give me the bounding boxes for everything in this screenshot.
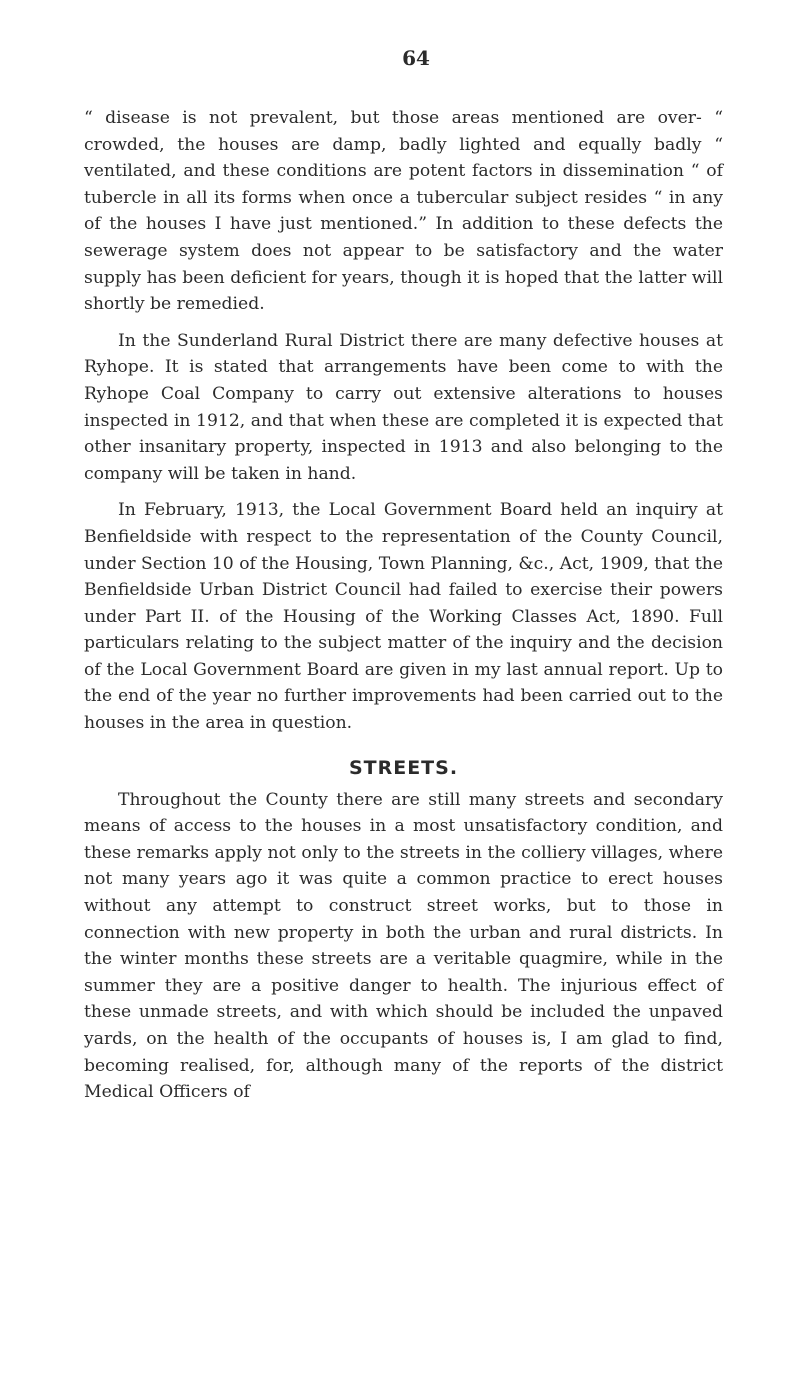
section-heading-streets: STREETS. <box>348 756 459 779</box>
paragraph-benfieldside-inquiry: In February, 1913, the Local Government Board held an inquiry at Benfieldside with respect to the representation of the County Council, under Section 10 of the Housing, Town Planning, &c., Act, 1909, that the Benfieldside Urban District Council had failed to exercise their powers under Part II. of the Housing of the Working Classes Act, 1890. Full particulars relating to the subject matter of the inquiry and the decision of the Local Government Board are given in my last annual report. Up to the end of the year no further improvements had been carried out to the houses in the area in question. <box>84 500 723 734</box>
page-number: 64 <box>402 46 430 70</box>
paragraph-disease-quote: “ disease is not prevalent, but those areas mentioned are over- “ crowded, the houses are damp, badly lighted and equally badly “ ventilated, and these conditions are potent factors in dissemination “ of tubercle in all its forms when once a tubercular subject resides “ in any of the houses I have just mentioned.” In addition to these defects the sewerage system does not appear to be satisfactory and the water supply has been deficient for years, though it is hoped that the latter will shortly be remedied. <box>84 108 723 315</box>
paragraph-streets: Throughout the County there are still many streets and secondary means of access to the houses in a most unsatisfactory condition, and these remarks apply not only to the streets in the colliery villages, where not many years ago it was quite a common practice to erect houses without any attempt to construct street works, but to those in connection with new property in both the urban and rural districts. In the winter months these streets are a veritable quagmire, while in the summer they are a positive danger to health. The injurious effect of these unmade streets, and with which should be included the unpaved yards, on the health of the occupants of houses is, I am glad to find, becoming realised, for, although many of the reports of the district Medical Officers of <box>84 789 723 1103</box>
body-text <box>84 105 723 1106</box>
paragraph-sunderland-rural: In the Sunderland Rural District there are many defective houses at Ryhope. It is stated that arrangements have been come to with the Ryhope Coal Company to carry out extensive alterations to houses inspected in 1912, and that when these are completed it is expected that other insanitary property, inspected in 1913 and also belonging to the company will be taken in hand. <box>84 330 723 484</box>
